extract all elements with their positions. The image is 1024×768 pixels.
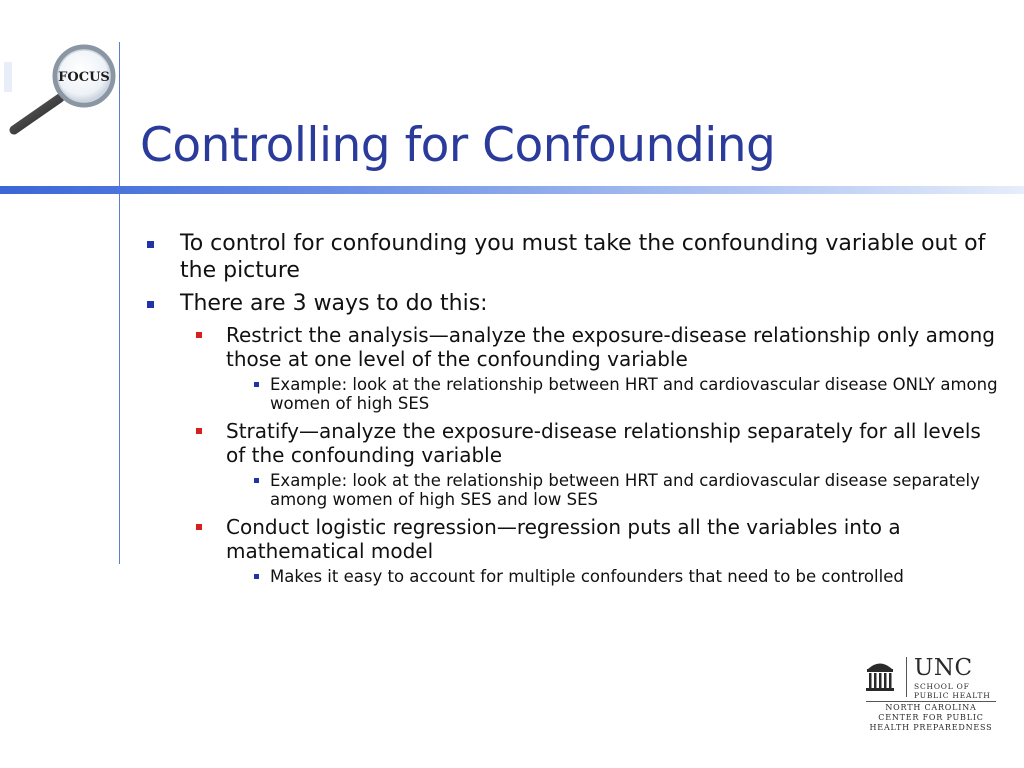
detail-list [226, 375, 1000, 413]
school-line: SCHOOL OF [914, 682, 970, 691]
bullet-text: There are 3 ways to do this: [180, 291, 488, 316]
center-line: NORTH CAROLINA [885, 703, 977, 712]
bullet-item [140, 230, 1000, 284]
sub-bullet-text: Stratify—analyze the exposure-disease relationship separately for all levels of the confounding variable [226, 419, 981, 467]
sub-bullet-text: Restrict the analysis—analyze the exposure-disease relationship only among those at one level of the confounding variable [226, 323, 995, 371]
detail-text: Example: look at the relationship between HRT and cardiovascular disease separately among women of high SES and low SES [270, 471, 980, 509]
sub-bullet-item [180, 515, 1000, 586]
school-name [914, 682, 991, 700]
bullet-item [140, 290, 1000, 586]
school-line: PUBLIC HEALTH [914, 691, 991, 700]
detail-item [226, 375, 1000, 413]
detail-text: Makes it easy to account for multiple confounders that need to be controlled [270, 567, 904, 586]
focus-logo-text: FOCUS [58, 70, 110, 85]
logo-divider [866, 701, 996, 702]
page-title: Controlling for Confounding [140, 118, 776, 173]
bullet-list [140, 230, 1000, 586]
sub-bullet-text: Conduct logistic regression—regression puts all the variables into a mathematical model [226, 515, 901, 563]
detail-item [226, 567, 1000, 586]
unc-wordmark: UNC [914, 655, 973, 681]
center-name [862, 703, 1000, 733]
logo-separator [906, 657, 907, 697]
detail-list [226, 471, 1000, 509]
sub-bullet-item [180, 419, 1000, 509]
bullet-text: To control for confounding you must take the confounding variable out of the picture [180, 231, 986, 283]
center-line: CENTER FOR PUBLIC [878, 713, 984, 722]
sub-bullet-list [180, 323, 1000, 586]
detail-text: Example: look at the relationship between HRT and cardiovascular disease ONLY among women of high SES [270, 375, 998, 413]
detail-list [226, 567, 1000, 586]
center-line: HEALTH PREPAREDNESS [869, 723, 993, 732]
bullet-content [140, 230, 1000, 592]
magnifying-glass-icon [2, 44, 120, 140]
title-underline [0, 186, 1024, 194]
sub-bullet-item [180, 323, 1000, 413]
detail-item [226, 471, 1000, 509]
